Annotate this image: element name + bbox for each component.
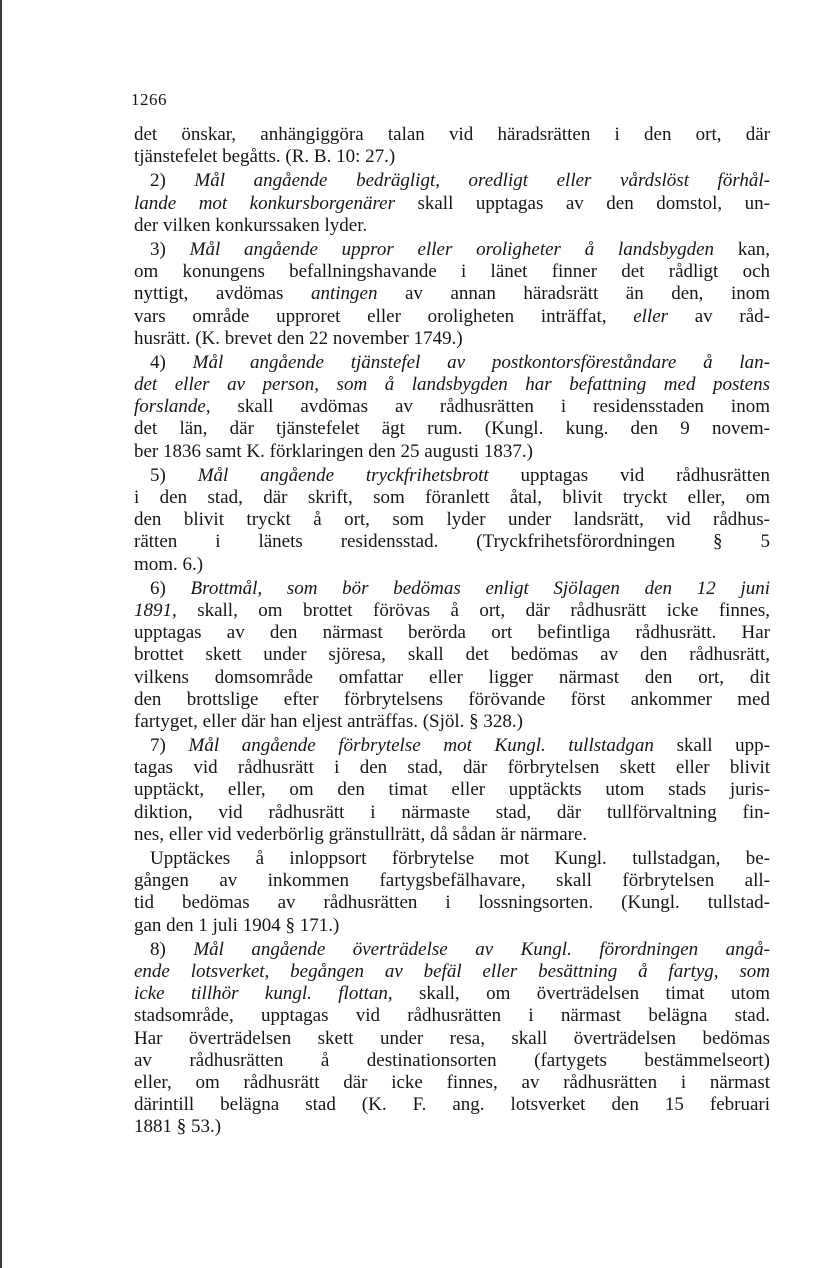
text-run: brottet skett under sjöresa, skall det bedömas av den rådhusrätt, [134, 644, 770, 666]
paragraph [134, 578, 770, 735]
text-line [134, 239, 770, 261]
text-run: 8) [150, 938, 194, 960]
text-run: stadsområde, upptagas vid rådhusrätten i närmast belägna stad. [134, 1005, 770, 1027]
text-line [134, 600, 770, 622]
text-run: Har överträdelsen skett under resa, skall överträdelsen bedömas [134, 1027, 770, 1049]
text-run: upptäckt, eller, om den timat eller upptäckts utom stads juris- [134, 779, 770, 801]
text-line [134, 1050, 770, 1072]
italic-text: Mål angående överträdelse av Kungl. förordningen angå- [193, 938, 770, 960]
text-line [134, 1072, 770, 1094]
text-line [134, 531, 770, 553]
text-run: husrätt. (K. brevet den 22 november 1749.) [134, 327, 463, 349]
paragraph [134, 939, 770, 1139]
text-run: i den stad, där skrift, som föranlett åtal, blivit tryckt eller, om [134, 487, 770, 508]
text-run: 1881 § 53.) [134, 1116, 222, 1138]
text-line [134, 870, 770, 892]
text-line [134, 578, 770, 600]
text-run: fartyget, eller där han eljest anträffas. (Sjöl. § 328.) [134, 710, 524, 732]
text-line [134, 193, 770, 215]
text-run: diktion, vid rådhusrätt i närmaste stad, där tullförvaltning fin- [134, 801, 770, 823]
italic-text: Mål angående uppror eller oroligheter å landsbygden [189, 238, 715, 260]
text-run: 3) [150, 238, 190, 260]
paragraph [134, 239, 770, 352]
text-line [134, 711, 770, 733]
text-line [134, 824, 770, 846]
italic-text: antingen [310, 283, 378, 305]
text-run: nyttigt, avdömas [134, 283, 311, 305]
text-run: upptagas vid rådhusrätten [488, 464, 771, 486]
text-run: mom. 6.) [134, 553, 204, 575]
text-run: av rådhusrätten å destinationsorten (fartygets bestämmelseort) [134, 1049, 770, 1071]
italic-text: forslande, [134, 396, 211, 418]
text-run: kan, [714, 238, 771, 260]
text-run: den brottslige efter förbrytelsens förövande först ankommer med [134, 688, 770, 710]
italic-text: det eller av person, som å landsbygden har befattning med postens [134, 374, 770, 396]
text-line [134, 939, 770, 961]
text-run: därintill belägna stad (K. F. ang. lotsverket den 15 februari [134, 1094, 770, 1116]
text-line [134, 396, 770, 418]
text-line [134, 1116, 770, 1138]
text-line [134, 667, 770, 689]
paragraph [134, 124, 770, 170]
text-line [134, 622, 770, 644]
italic-text: Brottmål, som bör bedömas enligt Sjölagen den 12 juni [190, 577, 770, 599]
text-line [134, 215, 770, 237]
paragraph [134, 170, 770, 239]
text-run: 2) [150, 170, 195, 192]
paragraph [134, 848, 770, 939]
text-run: 5) [150, 464, 198, 486]
text-run: den blivit tryckt å ort, som lyder under landsrätt, vid rådhus- [134, 509, 770, 531]
text-line [134, 374, 770, 396]
text-line [134, 689, 770, 711]
italic-text: Mål angående tjänstefel av postkontorsföreståndare å lan- [192, 351, 770, 373]
text-run: Upptäckes å inloppsort förbrytelse mot Kungl. tullstadgan, be- [150, 848, 770, 869]
text-run: tagas vid rådhusrätt i den stad, där förbrytelsen skett eller blivit [134, 757, 770, 779]
text-run: eller, om rådhusrätt där icke finnes, av rådhusrätten i närmast [134, 1071, 770, 1093]
page-edge [0, 0, 2, 1268]
text-run: der vilken konkurssaken lyder. [134, 214, 368, 236]
text-run: rätten i länets residensstad. (Tryckfrihetsförordningen § 5 [134, 531, 770, 553]
text-run: skall upp- [653, 735, 770, 757]
text-line [134, 802, 770, 824]
text-run: tid bedömas av rådhusrätten i lossningsorten. (Kungl. tullstad- [134, 892, 770, 914]
text-run: nes, eller vid vederbörlig gränstullrätt, då sådan är närmare. [134, 823, 588, 845]
text-line [134, 146, 770, 168]
paragraph [134, 352, 770, 465]
text-run: vars område upproret eller oroligheten inträffat, [134, 305, 634, 327]
italic-text: lande mot konkursborgenärer [134, 192, 395, 214]
text-line [134, 554, 770, 576]
text-run: skall avdömas av rådhusrätten i residensstaden inom [210, 396, 770, 418]
text-line [134, 961, 770, 983]
text-run: av annan häradsrätt än den, inom [377, 283, 770, 305]
text-run: gången av inkommen fartygsbefälhavare, skall förbrytelsen all- [134, 870, 770, 892]
body-text [134, 124, 770, 1138]
text-line [134, 848, 770, 870]
text-run: om konungens befallningshavande i länet finner det rådligt och [134, 261, 770, 283]
text-run: ber 1836 samt K. förklaringen den 25 augusti 1837.) [134, 440, 533, 462]
text-line [134, 124, 770, 146]
text-line [134, 352, 770, 374]
text-line [134, 1005, 770, 1027]
text-run: skall, om överträdelsen timat utom [392, 983, 770, 1005]
text-line [134, 644, 770, 666]
text-line [134, 418, 770, 440]
text-line [134, 1028, 770, 1050]
text-line [134, 509, 770, 531]
text-line [134, 983, 770, 1005]
italic-text: Mål angående förbrytelse mot Kungl. tullstadgan [188, 735, 654, 757]
text-run: det län, där tjänstefelet ägt rum. (Kungl. kung. den 9 novem- [134, 418, 770, 440]
italic-text: ende lotsverket, begången av befäl eller besättning å fartyg, som [134, 960, 770, 982]
text-line [134, 328, 770, 350]
text-run: skall upptagas av den domstol, un- [394, 192, 770, 214]
paragraph [134, 735, 770, 848]
page-number: 1266 [131, 90, 167, 109]
text-run: gan den 1 juli 1904 § 171.) [134, 914, 340, 936]
text-line [134, 892, 770, 914]
text-line [134, 757, 770, 779]
text-line [134, 735, 770, 757]
text-line [134, 487, 770, 509]
text-run: 4) [150, 351, 193, 373]
text-line [134, 170, 770, 192]
text-run: tjänstefelet begåtts. (R. B. 10: 27.) [134, 146, 396, 168]
italic-text: Mål angående tryckfrihetsbrott [197, 464, 489, 486]
text-line [134, 306, 770, 328]
text-run: skall, om brottet förövas å ort, där rådhusrätt icke finnes, [176, 599, 770, 621]
italic-text: 1891, [134, 599, 177, 621]
italic-text: icke tillhör kungl. flottan, [134, 983, 393, 1005]
text-line [134, 283, 770, 305]
paragraph [134, 465, 770, 578]
text-run: det önskar, anhängiggöra talan vid häradsrätten i den ort, där [134, 124, 770, 145]
text-line [134, 441, 770, 463]
text-run: 7) [150, 735, 189, 757]
text-line [134, 1094, 770, 1116]
italic-text: Mål angående bedrägligt, oredligt eller vårdslöst förhål- [194, 170, 770, 192]
text-run: vilkens domsområde omfattar eller ligger närmast den ort, dit [134, 666, 770, 688]
text-line [134, 465, 770, 487]
italic-text: eller [633, 305, 669, 327]
text-line [134, 915, 770, 937]
text-line [134, 779, 770, 801]
text-run: 6) [150, 577, 191, 599]
text-run: av råd- [668, 305, 770, 327]
text-run: upptagas av den närmast berörda ort befintliga rådhusrätt. Har [134, 622, 770, 644]
text-line [134, 261, 770, 283]
